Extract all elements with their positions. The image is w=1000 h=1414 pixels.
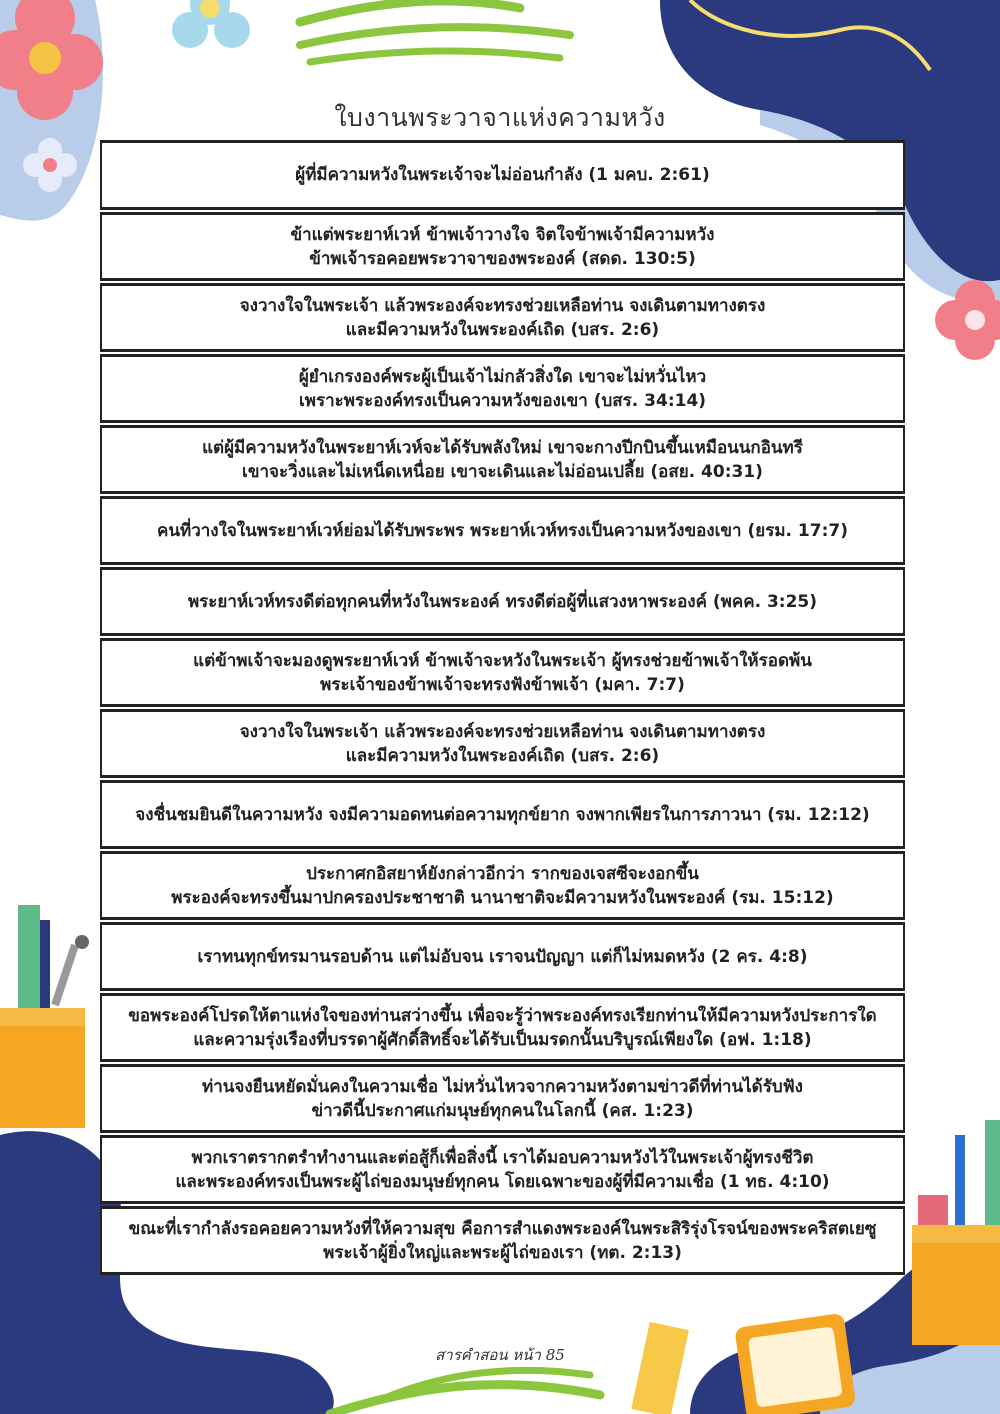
verse-text: จงชื่นชมยินดีในความหวัง จงมีความอดทนต่อความทุกข์ยาก จงพากเพียรในการภาวนา (รม. 12:12) — [135, 804, 870, 825]
verse-text: ขณะที่เรากำลังรอคอยความหวังที่ให้ความสุข คือการสำแดงพระองค์ในพระสิริรุ่งโรจน์ของพระคริสตเยซู — [128, 1218, 877, 1239]
verse-text: ผู้ยำเกรงองค์พระผู้เป็นเจ้าไม่กลัวสิ่งใด เขาจะไม่หวั่นไหว — [298, 366, 707, 387]
verse-text: และความรุ่งเรืองที่บรรดาผู้ศักดิ์สิทธิ์จะได้รับเป็นมรดกนั้นบริบูรณ์เพียงใด (อฟ. 1:18) — [193, 1029, 812, 1050]
verse-text: แต่ผู้มีความหวังในพระยาห์เวห์จะได้รับพลังใหม่ เขาจะกางปีกบินขึ้นเหมือนนกอินทรี — [202, 437, 803, 458]
verse-card — [100, 140, 905, 210]
verse-card — [100, 851, 905, 920]
verse-text: เราทนทุกข์ทรมานรอบด้าน แต่ไม่อับจน เราจนปัญญา แต่ก็ไม่หมดหวัง (2 คร. 4:8) — [197, 946, 808, 967]
page-footer: สารคำสอน หน้า 85 — [435, 1346, 565, 1364]
verse-text: ท่านจงยืนหยัดมั่นคงในความเชื่อ ไม่หวั่นไหวจากความหวังตามข่าวดีที่ท่านได้รับฟัง — [202, 1076, 803, 1097]
verse-text: ขอพระองค์โปรดให้ตาแห่งใจของท่านสว่างขึ้น เพื่อจะรู้ว่าพระองค์ทรงเรียกท่านให้มีความหวังประการใด — [128, 1005, 877, 1026]
verse-text: ผู้ที่มีความหวังในพระเจ้าจะไม่อ่อนกำลัง (1 มคบ. 2:61) — [295, 165, 710, 185]
verse-card — [100, 1064, 905, 1133]
verse-card — [100, 283, 905, 352]
verse-card — [100, 922, 905, 991]
pencil-cup-icon — [0, 905, 89, 1128]
blue-flower-icon — [172, 0, 250, 48]
verse-card — [100, 780, 905, 849]
verse-card — [100, 638, 905, 707]
verse-text: พระเจ้าผู้ยิ่งใหญ่และพระผู้ไถ่ของเรา (ทต. 2:13) — [323, 1242, 682, 1263]
verse-card — [100, 496, 905, 565]
verse-text: คนที่วางใจในพระยาห์เวห์ย่อมได้รับพระพร พระยาห์เวห์ทรงเป็นความหวังของเขา (ยรม. 17:7) — [157, 520, 848, 541]
verse-text: และมีความหวังในพระองค์เถิด (บสร. 2:6) — [345, 319, 660, 340]
verse-text: พระองค์จะทรงขึ้นมาปกครองประชาชาติ นานาชาติจะมีความหวังในพระองค์ (รม. 15:12) — [171, 887, 834, 908]
verse-text: พระยาห์เวห์ทรงดีต่อทุกคนที่หวังในพระองค์ ทรงดีต่อผู้ที่แสวงหาพระองค์ (พคค. 3:25) — [187, 591, 818, 612]
page-title: ใบงานพระวาจาแห่งความหวัง — [334, 103, 666, 132]
verse-text: ข้าพเจ้ารอคอยพระวาจาของพระองค์ (สดด. 130:5) — [309, 248, 696, 269]
verse-text: เขาจะวิ่งและไม่เหน็ดเหนื่อย เขาจะเดินและไม่อ่อนเปลี้ย (อสย. 40:31) — [242, 461, 763, 482]
verse-text: พระเจ้าของข้าพเจ้าจะทรงฟังข้าพเจ้า (มคา. 7:7) — [320, 674, 685, 695]
verse-card — [100, 1135, 905, 1204]
verse-text: และพระองค์ทรงเป็นพระผู้ไถ่ของมนุษย์ทุกคน โดยเฉพาะของผู้ที่มีความเชื่อ (1 ทธ. 4:10) — [175, 1171, 830, 1192]
verse-card — [100, 425, 905, 494]
verse-text: ข้าแต่พระยาห์เวห์ ข้าพเจ้าวางใจ จิตใจข้าพเจ้ามีความหวัง — [290, 224, 715, 245]
verse-text: จงวางใจในพระเจ้า แล้วพระองค์จะทรงช่วยเหลือท่าน จงเดินตามทางตรง — [239, 721, 766, 742]
verse-card — [100, 1206, 905, 1275]
verse-text: จงวางใจในพระเจ้า แล้วพระองค์จะทรงช่วยเหลือท่าน จงเดินตามทางตรง — [239, 295, 766, 316]
verse-card — [100, 993, 905, 1062]
verse-text: และมีความหวังในพระองค์เถิด (บสร. 2:6) — [345, 745, 660, 766]
verse-text: ประกาศกอิสยาห์ยังกล่าวอีกว่า รากของเจสซีจะงอกขึ้น — [306, 863, 699, 884]
verse-text: พวกเราตรากตรำทำงานและต่อสู้ก็เพื่อสิ่งนี้ เราได้มอบความหวังไว้ในพระเจ้าผู้ทรงชีวิต — [191, 1147, 814, 1168]
verse-card — [100, 212, 905, 281]
verse-text: แต่ข้าพเจ้าจะมองดูพระยาห์เวห์ ข้าพเจ้าจะหวังในพระเจ้า ผู้ทรงช่วยข้าพเจ้าให้รอดพ้น — [193, 650, 812, 671]
verse-text: เพราะพระองค์ทรงเป็นความหวังของเขา (บสร. 34:14) — [298, 390, 707, 411]
verse-list — [100, 140, 905, 1275]
verse-card — [100, 567, 905, 636]
verse-card — [100, 354, 905, 423]
verse-card — [100, 709, 905, 778]
verse-text: ข่าวดีนี้ประกาศแก่มนุษย์ทุกคนในโลกนี้ (คส. 1:23) — [311, 1100, 694, 1121]
